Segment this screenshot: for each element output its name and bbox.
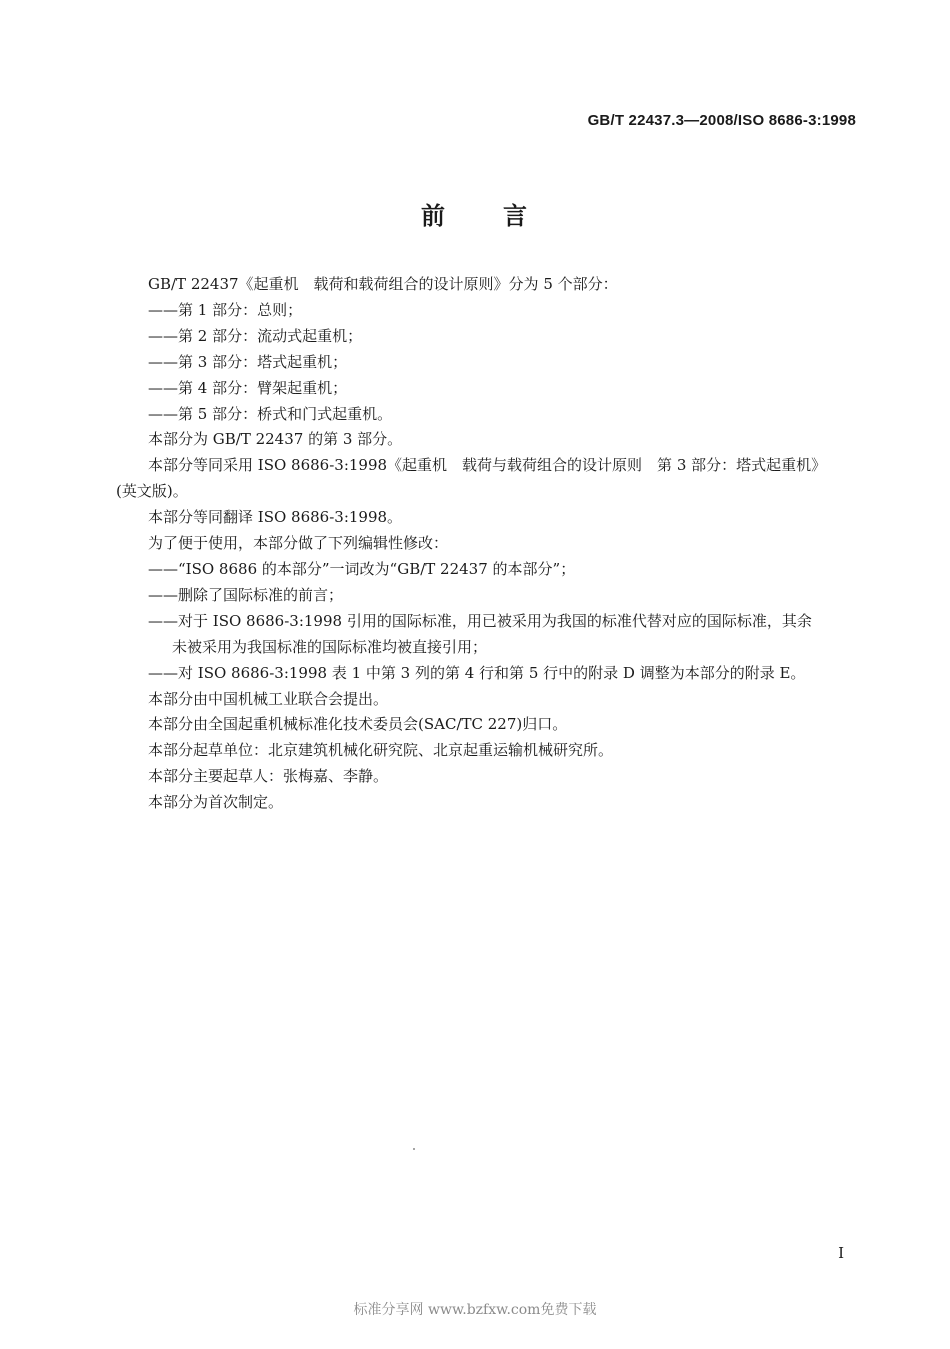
foreword-body — [116, 272, 860, 816]
list-item-edit3-cont: 未被采用为我国标准的国际标准均被直接引用； — [172, 637, 488, 656]
list-item-edit3: ——对于 ISO 8686-3:1998 引用的国际标准，用已被采用为我国的标准代替对应的国际标准，其余 — [148, 611, 812, 630]
list-item-part4: ——第 4 部分：臂架起重机； — [148, 378, 348, 397]
watermark-text: 标准分享网 www.bzfxw.com免费下载 — [353, 1302, 597, 1318]
paragraph-first-edition: 本部分为首次制定。 — [148, 793, 284, 812]
list-item-part5: ——第 5 部分：桥式和门式起重机。 — [148, 404, 393, 423]
paragraph-intro: GB/T 22437《起重机 载荷和载荷组合的设计原则》分为 5 个部分： — [148, 275, 618, 293]
scan-dot — [413, 1148, 415, 1150]
paragraph-drafting-units: 本部分起草单位：北京建筑机械化研究院、北京起重运输机械研究所。 — [148, 741, 614, 760]
paragraph-committee: 本部分由全国起重机械标准化技术委员会(SAC/TC 227)归口。 — [148, 715, 568, 734]
list-item-part2: ——第 2 部分：流动式起重机； — [148, 326, 363, 345]
list-item-part3: ——第 3 部分：塔式起重机； — [148, 352, 348, 371]
page-number: I — [838, 1244, 844, 1262]
paragraph-edits-intro: 为了便于使用，本部分做了下列编辑性修改： — [148, 534, 449, 553]
standard-code: GB/T 22437.3—2008/ISO 8686-3:1998 — [587, 112, 856, 129]
paragraph-adoption-cont: (英文版)。 — [116, 482, 188, 501]
title-char-2: 言 — [503, 202, 529, 230]
list-item-edit4: ——对 ISO 8686-3:1998 表 1 中第 3 列的第 4 行和第 5 行中的附录 D 调整为本部分的附录 E。 — [148, 663, 806, 682]
list-item-edit1: ——“ISO 8686 的本部分”一词改为“GB/T 22437 的本部分”； — [148, 559, 576, 578]
title-char-1: 前 — [421, 202, 447, 230]
paragraph-adoption: 本部分等同采用 ISO 8686-3:1998《起重机 载荷与载荷组合的设计原则 第 3 部分：塔式起重机》 — [148, 456, 827, 475]
list-item-part1: ——第 1 部分：总则； — [148, 300, 303, 319]
paragraph-part-scope: 本部分为 GB/T 22437 的第 3 部分。 — [148, 430, 403, 449]
page-title — [0, 196, 950, 231]
list-item-edit2: ——删除了国际标准的前言； — [148, 585, 344, 604]
paragraph-translation: 本部分等同翻译 ISO 8686-3:1998。 — [148, 508, 403, 527]
paragraph-drafters: 本部分主要起草人：张梅嘉、李静。 — [148, 767, 389, 786]
paragraph-proposer: 本部分由中国机械工业联合会提出。 — [148, 689, 389, 708]
